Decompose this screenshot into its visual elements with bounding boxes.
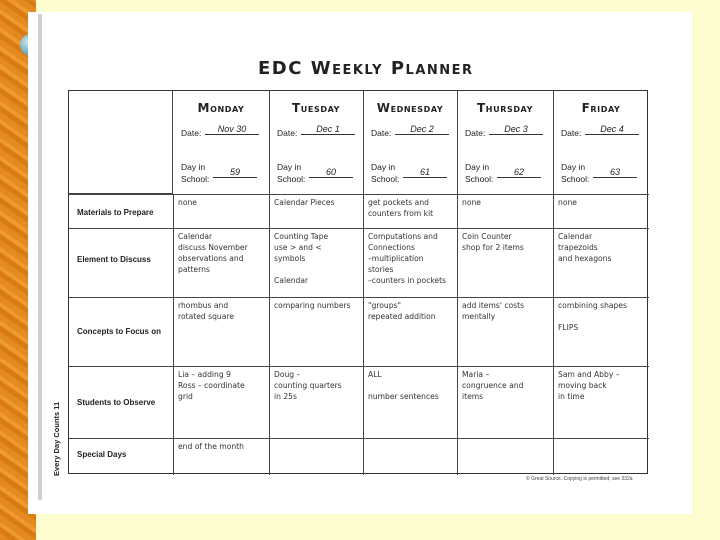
day-header — [269, 91, 363, 194]
table-cell: ALL number sentences — [368, 370, 439, 401]
day-in-school-label: Day in School: — [277, 162, 306, 184]
scan-binding-shadow — [38, 14, 42, 500]
table-cell: Calendar discuss November observations and patterns — [178, 232, 248, 274]
table-cell: none — [558, 198, 577, 207]
day-in-school-label: Day in School: — [465, 162, 494, 184]
day-header — [173, 91, 269, 194]
table-cell: comparing numbers — [274, 301, 351, 310]
day-in-school-value: 62 — [497, 167, 541, 178]
table-cell: "groups" repeated addition — [368, 301, 436, 321]
grid-hline — [69, 438, 649, 439]
table-corner — [69, 91, 173, 194]
table-cell: end of the month — [178, 442, 244, 451]
side-caption: Every Day Counts 11 — [52, 401, 61, 476]
table-cell: Lia – adding 9 Ross – coordinate grid — [178, 370, 245, 401]
copyright-footer: © Great Source. Copying is permitted; see 332a — [526, 476, 633, 482]
date-value: Dec 4 — [585, 124, 639, 135]
table-cell: none — [178, 198, 197, 207]
table-cell: Maria – congruence and items — [462, 370, 524, 401]
day-name: Monday — [197, 101, 245, 115]
day-in-school-value: 63 — [593, 167, 637, 178]
date-label: Date: — [465, 128, 486, 138]
date-value: Dec 3 — [489, 124, 543, 135]
day-name: Friday — [581, 101, 621, 115]
day-name: Thursday — [477, 101, 533, 115]
row-label: Concepts to Focus on — [77, 327, 161, 336]
table-cell: Doug – counting quarters in 25s — [274, 370, 342, 401]
date-value: Nov 30 — [205, 124, 259, 135]
row-label: Materials to Prepare — [77, 208, 154, 217]
day-in-school-label: Day in School: — [561, 162, 590, 184]
day-name: Tuesday — [292, 101, 340, 115]
date-label: Date: — [277, 128, 298, 138]
day-in-school-label: Day in School: — [371, 162, 400, 184]
day-header — [457, 91, 553, 194]
day-in-school-value: 59 — [213, 167, 257, 178]
day-header — [363, 91, 457, 194]
day-in-school-value: 60 — [309, 167, 353, 178]
table-cell: Computations and Connections –multiplication stories –counters in pockets — [368, 232, 447, 285]
planner-table — [68, 90, 648, 474]
table-cell: rhombus and rotated square — [178, 301, 234, 321]
grid-hline — [69, 297, 649, 298]
grid-vline — [173, 194, 174, 475]
table-cell: Calendar trapezoids and hexagons — [558, 232, 612, 263]
day-header — [553, 91, 649, 194]
row-label: Element to Discuss — [77, 255, 151, 264]
date-value: Dec 1 — [301, 124, 355, 135]
grid-hline — [69, 366, 649, 367]
table-cell: Coin Counter shop for 2 items — [462, 232, 524, 252]
date-label: Date: — [561, 128, 582, 138]
date-value: Dec 2 — [395, 124, 449, 135]
grid-hline — [69, 194, 649, 195]
day-in-school-label: Day in School: — [181, 162, 210, 184]
table-cell: Counting Tape use > and < symbols Calendar — [274, 232, 329, 285]
date-label: Date: — [371, 128, 392, 138]
day-name: Wednesday — [376, 101, 444, 115]
table-cell: Calendar Pieces — [274, 198, 335, 207]
table-cell: combining shapes FLIPS — [558, 301, 627, 332]
table-cell: get pockets and counters from kit — [368, 198, 434, 218]
date-label: Date: — [181, 128, 202, 138]
table-cell: none — [462, 198, 481, 207]
page-title: EDC Weekly Planner — [258, 58, 474, 79]
table-cell: Sam and Abby – moving back in time — [558, 370, 620, 401]
grid-hline — [69, 228, 649, 229]
row-label: Students to Observe — [77, 398, 156, 407]
row-label: Special Days — [77, 450, 127, 459]
table-cell: add items' costs mentally — [462, 301, 525, 321]
day-in-school-value: 61 — [403, 167, 447, 178]
